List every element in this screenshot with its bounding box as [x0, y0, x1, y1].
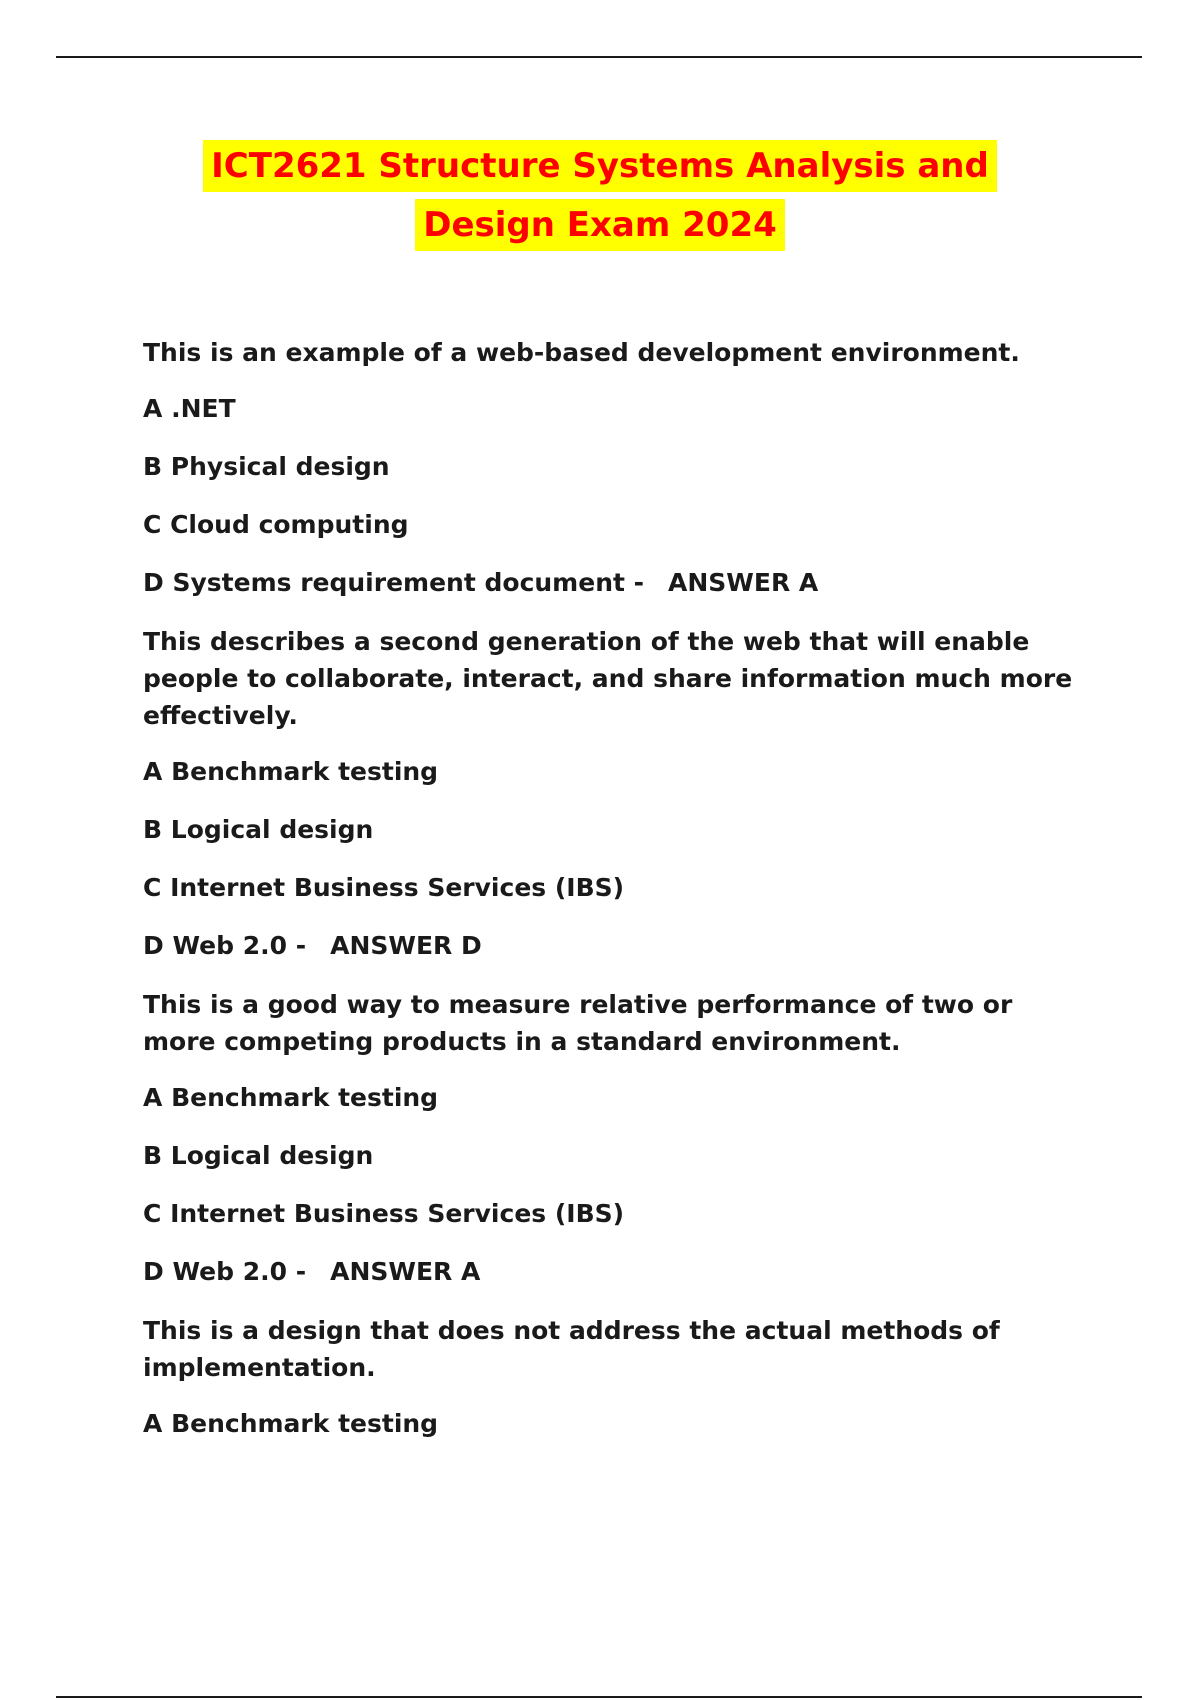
title-line-2: Design Exam 2024 — [415, 199, 785, 251]
option-letter: C — [143, 510, 162, 539]
option-letter: C — [143, 873, 162, 902]
option-label: Internet Business Services (IBS) — [170, 873, 625, 902]
question-text: This is a design that does not address the actual methods of implementation. — [143, 1316, 1000, 1382]
option-letter: D — [143, 931, 164, 960]
option-label: Benchmark testing — [171, 757, 439, 786]
question-text: This is a good way to measure relative performance of two or more competing products in a standard environment. — [143, 990, 1013, 1056]
option-label: Systems requirement document - — [172, 568, 645, 597]
option-label: Logical design — [170, 815, 374, 844]
option-letter: D — [143, 568, 164, 597]
option-b — [143, 449, 1083, 484]
option-label: Benchmark testing — [171, 1409, 439, 1438]
option-letter: A — [143, 757, 163, 786]
option-label: Web 2.0 - — [172, 931, 307, 960]
option-label: Internet Business Services (IBS) — [170, 1199, 625, 1228]
option-b — [143, 812, 1083, 847]
option-c — [143, 1196, 1083, 1231]
option-label: Cloud computing — [170, 510, 409, 539]
option-letter: A — [143, 394, 163, 423]
question-4 — [143, 1312, 1083, 1441]
option-a — [143, 1406, 1083, 1441]
option-letter: B — [143, 452, 163, 481]
answer-label: ANSWER A — [330, 1257, 481, 1286]
question-1 — [143, 334, 1083, 600]
option-label: .NET — [171, 394, 236, 423]
option-letter: A — [143, 1409, 163, 1438]
footer-rule — [56, 1696, 1142, 1698]
option-a — [143, 754, 1083, 789]
option-label: Physical design — [170, 452, 390, 481]
answer-label: ANSWER A — [668, 568, 819, 597]
question-list — [143, 334, 1083, 1464]
option-label: Logical design — [170, 1141, 374, 1170]
option-letter: A — [143, 1083, 163, 1112]
option-letter: C — [143, 1199, 162, 1228]
document-title — [0, 140, 1200, 258]
title-line-1: ICT2621 Structure Systems Analysis and — [203, 140, 997, 192]
header-rule — [56, 56, 1142, 58]
option-d — [143, 1254, 1083, 1289]
question-text: This describes a second generation of the web that will enable people to collaborate, interact, and share information much more effectively. — [143, 627, 1073, 730]
option-letter: B — [143, 815, 163, 844]
answer-label: ANSWER D — [330, 931, 482, 960]
option-a — [143, 1080, 1083, 1115]
option-d — [143, 565, 1083, 600]
question-2 — [143, 623, 1083, 963]
option-label: Benchmark testing — [171, 1083, 439, 1112]
question-3 — [143, 986, 1083, 1289]
option-d — [143, 928, 1083, 963]
option-c — [143, 870, 1083, 905]
option-label: Web 2.0 - — [172, 1257, 307, 1286]
option-b — [143, 1138, 1083, 1173]
option-c — [143, 507, 1083, 542]
option-a — [143, 391, 1083, 426]
option-letter: D — [143, 1257, 164, 1286]
option-letter: B — [143, 1141, 163, 1170]
question-text: This is an example of a web-based development environment. — [143, 338, 1020, 367]
